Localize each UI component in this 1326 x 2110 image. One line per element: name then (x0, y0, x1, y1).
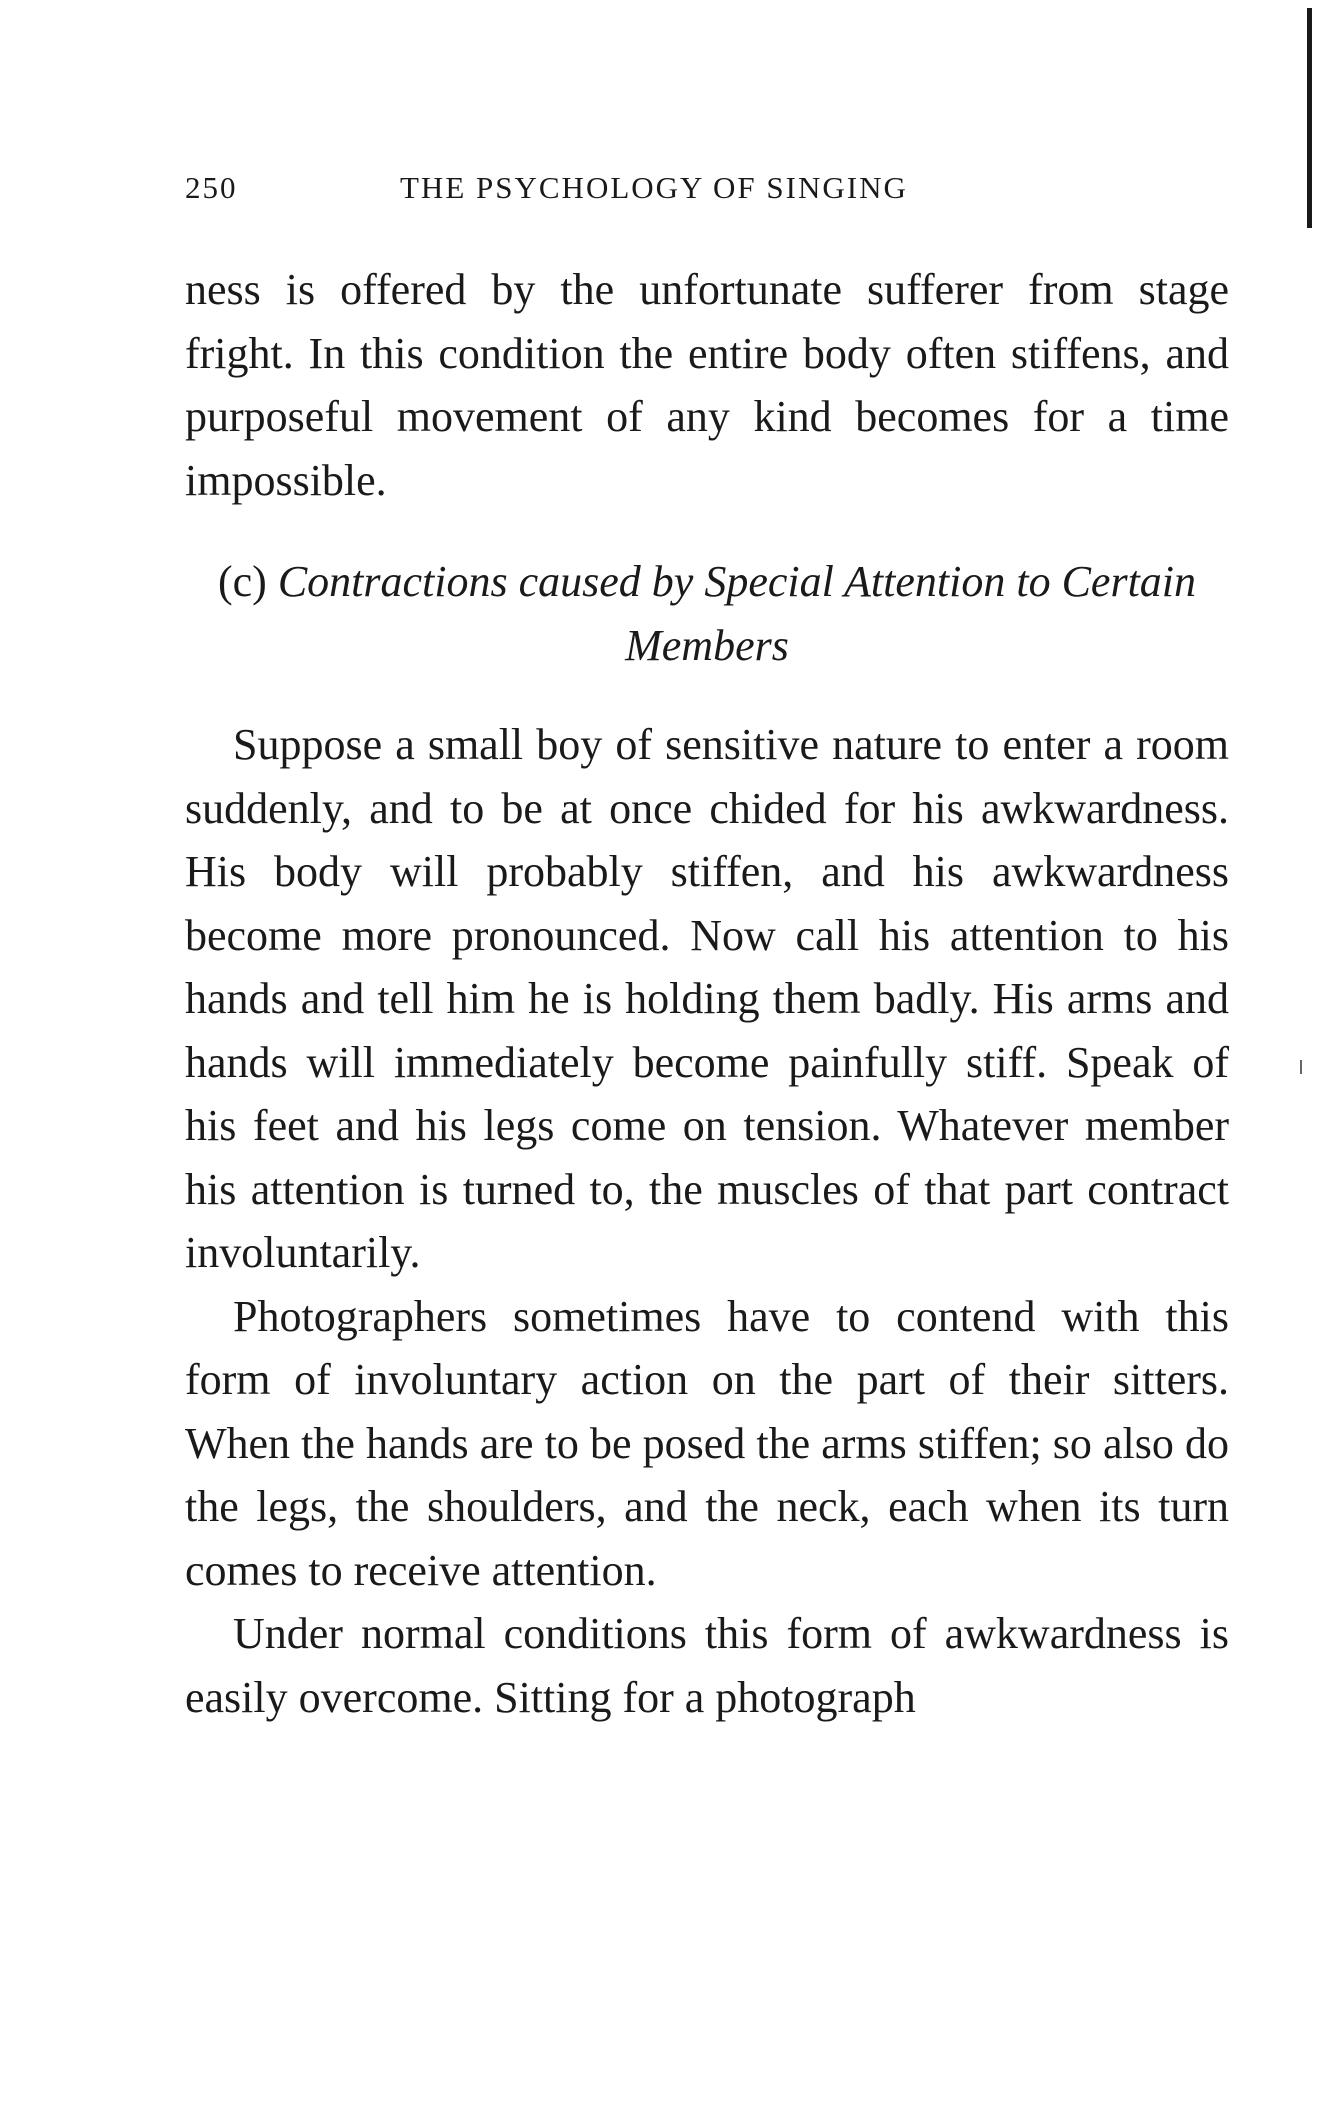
section-heading-label: (c) (217, 557, 267, 606)
page-number: 250 (185, 170, 238, 205)
scan-speck (1300, 1060, 1302, 1074)
paragraph: Suppose a small boy of sensitive nature to enter a room suddenly, and to be at once chided for his awkwardness. His body will probably stiffen, and his awkwardness become more pronounced. Now call his attention to his hands and tell him he is holding them badly. His arms and hands will immediately become painfully stiff. Speak of his feet and his legs come on tension. Whatever member his attention is turned to, the muscles of that part contract involuntarily. (185, 720, 1229, 1277)
paragraph-continued: ness is offered by the unfortunate sufferer from stage fright. In this condition the entire body often stiffens, and purposeful movement of any kind becomes for a time impossible. (185, 265, 1229, 505)
paragraph: Photographers sometimes have to contend with this form of involuntary action on the part of their sitters. When the hands are to be posed the arms stiffen; so also do the legs, the shoulders, and the neck, each when its turn comes to receive attention. (185, 1291, 1229, 1595)
binding-edge-mark (1307, 8, 1312, 228)
page-header (185, 170, 1015, 220)
running-title: THE PSYCHOLOGY OF SINGING (400, 170, 908, 205)
section-heading-text: Contractions caused by Special Attention to Certain Members (277, 557, 1197, 670)
section-heading (185, 550, 1229, 677)
body-text (185, 258, 1229, 1729)
paragraph: Under normal conditions this form of awkwardness is easily overcome. Sitting for a photograph (185, 1609, 1229, 1722)
